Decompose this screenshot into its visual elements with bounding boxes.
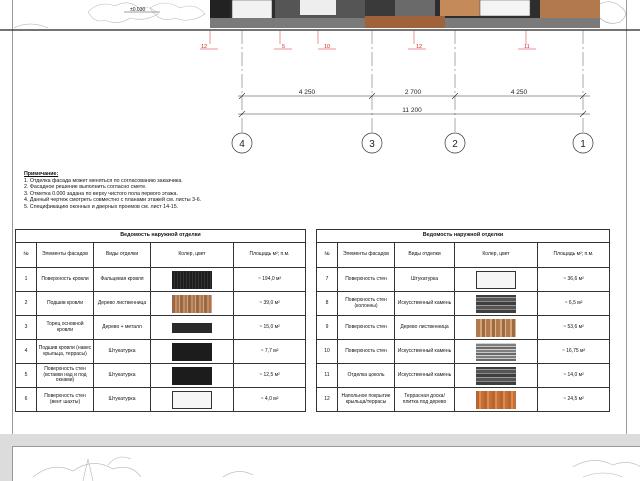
row-element: Поверхность кровли bbox=[37, 268, 94, 292]
row-color bbox=[151, 268, 234, 292]
color-swatch bbox=[476, 271, 516, 289]
notes-block bbox=[24, 171, 201, 211]
row-color bbox=[151, 364, 234, 388]
row-area: ~ 36,6 м² bbox=[538, 268, 610, 292]
row-num: 11 bbox=[317, 364, 338, 388]
color-swatch bbox=[172, 271, 212, 289]
notes-title: Примечание: bbox=[24, 171, 59, 177]
dimension-total: 11 200 bbox=[402, 107, 422, 114]
row-area: ~ 24,5 м² bbox=[538, 388, 610, 412]
header-area: Площадь м²; п.м. bbox=[234, 243, 306, 268]
row-type: Дерево + металл bbox=[94, 316, 151, 340]
row-area: ~ 7,7 м² bbox=[234, 340, 306, 364]
row-type: Штукатурка bbox=[94, 340, 151, 364]
row-color bbox=[455, 268, 538, 292]
row-element: Поверхность стен bbox=[338, 340, 395, 364]
color-swatch bbox=[476, 391, 516, 409]
header-type: Виды отделки bbox=[395, 243, 455, 268]
finish-table-right bbox=[316, 229, 610, 412]
row-color bbox=[455, 292, 538, 316]
row-type: Штукатурка bbox=[395, 268, 455, 292]
row-area: ~ 16,75 м² bbox=[538, 340, 610, 364]
row-element: Торец основной кровли bbox=[37, 316, 94, 340]
row-area: ~ 14,0 м² bbox=[538, 364, 610, 388]
row-element: Подшив кровли bbox=[37, 292, 94, 316]
row-num: 8 bbox=[317, 292, 338, 316]
axis-label-4: 4 bbox=[239, 139, 245, 150]
table-row bbox=[16, 292, 306, 316]
row-area: ~ 194,0 м² bbox=[234, 268, 306, 292]
row-area: ~ 53,6 м² bbox=[538, 316, 610, 340]
row-type: Штукатурка bbox=[94, 388, 151, 412]
level-mark-text: ±0.030 bbox=[130, 7, 146, 13]
row-num: 10 bbox=[317, 340, 338, 364]
header-element: Элементы фасадов bbox=[37, 243, 94, 268]
color-swatch bbox=[476, 319, 516, 337]
header-num: № bbox=[16, 243, 37, 268]
note-line: 4. Данный чертеж смотреть совместно с планами этажей см. листы 3-6. bbox=[24, 197, 202, 204]
table-row bbox=[317, 364, 610, 388]
table-row bbox=[317, 340, 610, 364]
header-type: Виды отделки bbox=[94, 243, 151, 268]
row-color bbox=[455, 364, 538, 388]
header-color: Колер, цвет bbox=[455, 243, 538, 268]
color-swatch bbox=[172, 323, 212, 333]
axis-label-1: 1 bbox=[580, 139, 586, 150]
row-area: ~ 6,5 м² bbox=[538, 292, 610, 316]
color-swatch bbox=[476, 343, 516, 361]
row-type: Дерево лиственница bbox=[94, 292, 151, 316]
row-num: 1 bbox=[16, 268, 37, 292]
table-caption: Ведомость наружной отделки bbox=[317, 230, 610, 243]
callout-10: 10 bbox=[324, 44, 331, 50]
table-row bbox=[16, 340, 306, 364]
row-color bbox=[455, 316, 538, 340]
row-type: Террасная доска/ плитка под дерево bbox=[395, 388, 455, 412]
note-line: 5. Спецификацию оконных и дверных проемов см. лист 14-15. bbox=[24, 203, 179, 210]
row-num: 3 bbox=[16, 316, 37, 340]
row-num: 6 bbox=[16, 388, 37, 412]
row-color bbox=[455, 340, 538, 364]
row-element: Поверхность стен (вент шахты) bbox=[37, 388, 94, 412]
color-swatch bbox=[172, 343, 212, 361]
next-sheet-sketch bbox=[13, 447, 640, 481]
callout-leaders bbox=[200, 30, 536, 49]
row-element: Напольное покрытие крыльца/террасы bbox=[338, 388, 395, 412]
header-color: Колер, цвет bbox=[151, 243, 234, 268]
row-element: Отделка цоколь bbox=[338, 364, 395, 388]
axis-label-3: 3 bbox=[369, 139, 375, 150]
next-sheet-preview bbox=[12, 446, 640, 481]
table-row bbox=[16, 388, 306, 412]
color-swatch bbox=[172, 295, 212, 313]
row-color bbox=[151, 340, 234, 364]
note-line: 3. Отметка 0.000 задана по верху чистого пола первого этажа. bbox=[24, 190, 178, 197]
callout-5: 5 bbox=[282, 44, 286, 50]
callout-12-mid: 12 bbox=[416, 44, 423, 50]
row-element: Подшив кровли (навес крыльца, террасы) bbox=[37, 340, 94, 364]
row-num: 12 bbox=[317, 388, 338, 412]
table-row bbox=[16, 364, 306, 388]
color-swatch bbox=[476, 295, 516, 313]
row-area: ~ 4,0 м² bbox=[234, 388, 306, 412]
table-row bbox=[317, 388, 610, 412]
row-type: Фальцевая кровля bbox=[94, 268, 151, 292]
tree-sketch-left bbox=[88, 3, 205, 23]
row-color bbox=[151, 388, 234, 412]
header-element: Элементы фасадов bbox=[338, 243, 395, 268]
row-type: Штукатурка bbox=[94, 364, 151, 388]
row-area: ~ 12,5 м² bbox=[234, 364, 306, 388]
row-num: 9 bbox=[317, 316, 338, 340]
row-area: ~ 39,0 м² bbox=[234, 292, 306, 316]
color-swatch bbox=[476, 367, 516, 385]
facade-building bbox=[0, 0, 640, 30]
finish-table-left bbox=[15, 229, 306, 412]
table-row bbox=[317, 292, 610, 316]
row-element: Поверхность стен bbox=[338, 268, 395, 292]
header-num: № bbox=[317, 243, 338, 268]
row-color bbox=[455, 388, 538, 412]
row-num: 2 bbox=[16, 292, 37, 316]
table-row bbox=[16, 316, 306, 340]
row-num: 7 bbox=[317, 268, 338, 292]
axis-lines bbox=[242, 30, 583, 132]
table-row bbox=[317, 316, 610, 340]
row-element: Поверхность стен bbox=[338, 316, 395, 340]
color-swatch bbox=[172, 391, 212, 409]
axis-label-2: 2 bbox=[452, 139, 458, 150]
axis-bubbles bbox=[232, 133, 593, 153]
table-row bbox=[16, 268, 306, 292]
row-element: Поверхность стен (колонны) bbox=[338, 292, 395, 316]
row-type: Искусственный камень bbox=[395, 364, 455, 388]
callout-12-left: 12 bbox=[201, 44, 208, 50]
note-line: 2. Фасадное решение выполнить согласно смете. bbox=[24, 184, 147, 191]
color-swatch bbox=[172, 367, 212, 385]
callout-11: 11 bbox=[524, 44, 530, 50]
row-color bbox=[151, 316, 234, 340]
row-element: Поверхность стен (вставки над и под окнами) bbox=[37, 364, 94, 388]
header-area: Площадь м²; п.м. bbox=[538, 243, 610, 268]
dimension-2-1: 4 250 bbox=[510, 89, 528, 96]
row-num: 5 bbox=[16, 364, 37, 388]
row-color bbox=[151, 292, 234, 316]
table-row bbox=[317, 268, 610, 292]
row-type: Искусственный камень bbox=[395, 340, 455, 364]
row-area: ~ 15,0 м² bbox=[234, 316, 306, 340]
note-line: 1. Отделка фасада может меняться по согласованию заказчика. bbox=[24, 177, 183, 184]
row-type: Дерево лиственница bbox=[395, 316, 455, 340]
row-num: 4 bbox=[16, 340, 37, 364]
row-type: Искусственный камень bbox=[395, 292, 455, 316]
dimension-3-2: 2 700 bbox=[404, 89, 422, 96]
table-caption: Ведомость наружной отделки bbox=[16, 230, 306, 243]
dimension-4-3: 4 250 bbox=[298, 89, 316, 96]
